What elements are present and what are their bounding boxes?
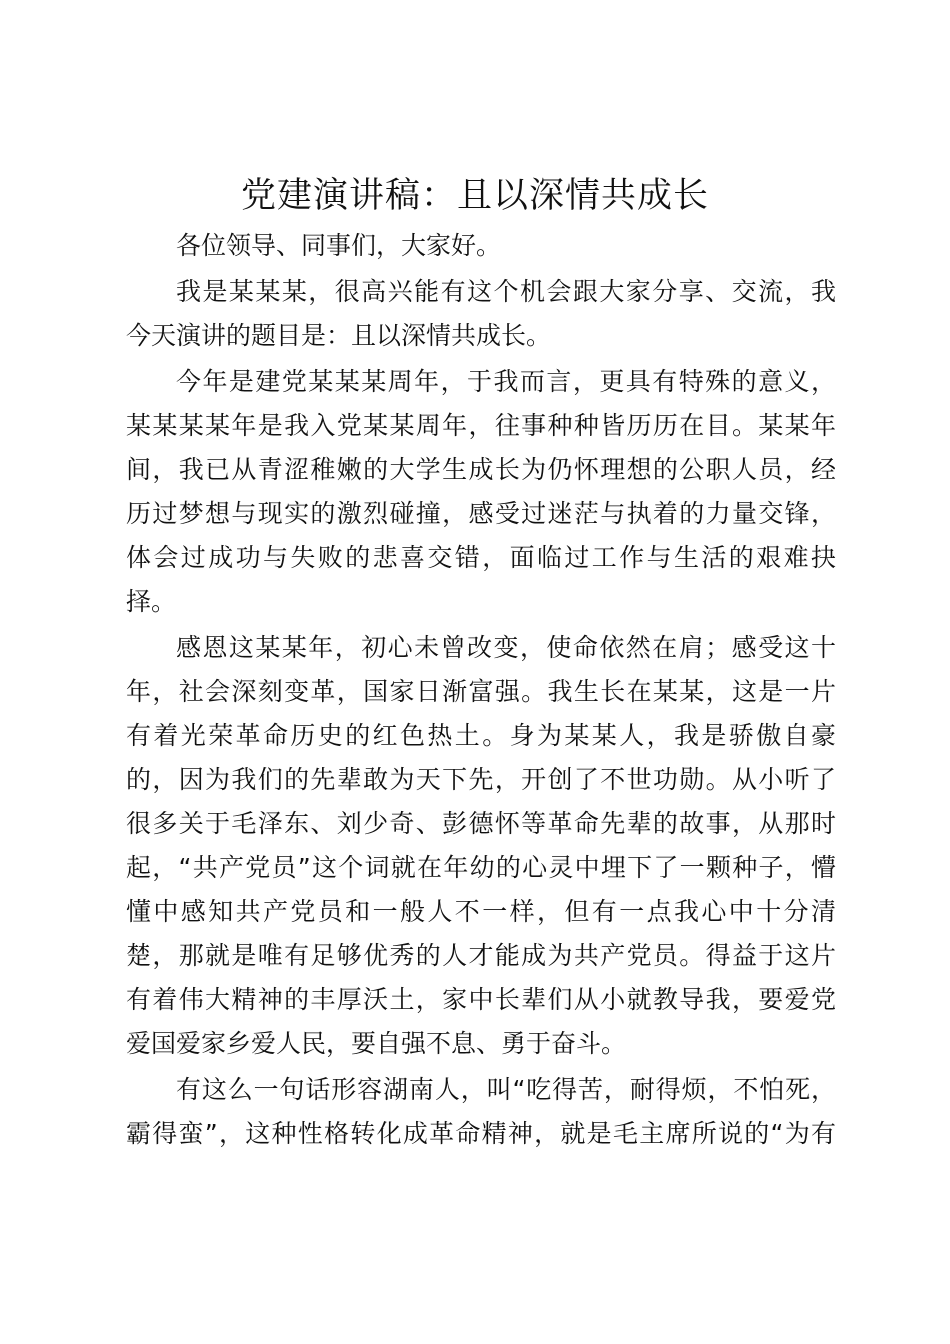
text-line: 间，我已从青涩稚嫩的大学生成长为仍怀理想的公职人员，经 xyxy=(126,455,836,484)
text-line: 霸得蛮”，这种性格转化成革命精神，就是毛主席所说的“为有 xyxy=(126,1119,836,1148)
text-line: 历过梦想与现实的激烈碰撞，感受过迷茫与执着的力量交锋， xyxy=(126,499,836,528)
paragraph-introduction xyxy=(126,270,836,358)
paragraph-gratitude xyxy=(126,626,836,1066)
document-body xyxy=(126,224,836,1158)
text-line: 感恩这某某年，初心未曾改变，使命依然在肩；感受这十 xyxy=(176,633,836,662)
text-line: 有着伟大精神的丰厚沃土，家中长辈们从小就教导我，要爱党 xyxy=(126,985,836,1014)
paragraph-anniversary xyxy=(126,360,836,624)
paragraph-greeting xyxy=(126,224,836,268)
text-line: 的，因为我们的先辈敢为天下先，开创了不世功勋。从小听了 xyxy=(126,765,836,794)
text-line: 各位领导、同事们，大家好。 xyxy=(176,231,502,260)
text-line: 体会过成功与失败的悲喜交错，面临过工作与生活的艰难抉 xyxy=(126,543,836,572)
text-line: 懂中感知共产党员和一般人不一样，但有一点我心中十分清 xyxy=(126,897,836,926)
text-line: 很多关于毛泽东、刘少奇、彭德怀等革命先辈的故事，从那时 xyxy=(126,809,836,838)
text-line: 起，“共产党员”这个词就在年幼的心灵中埋下了一颗种子，懵 xyxy=(126,853,836,882)
text-line: 某某某某年是我入党某某周年，往事种种皆历历在目。某某年 xyxy=(126,411,836,440)
text-line: 择。 xyxy=(126,587,177,616)
document-title: 党建演讲稿：且以深情共成长 xyxy=(240,176,709,216)
text-line: 今年是建党某某某周年，于我而言，更具有特殊的意义， xyxy=(176,367,836,396)
text-line: 有这么一句话形容湖南人，叫“吃得苦，耐得烦，不怕死， xyxy=(176,1075,836,1104)
paragraph-hunan-spirit xyxy=(126,1068,836,1156)
text-line: 今天演讲的题目是：且以深情共成长。 xyxy=(126,321,552,350)
text-line: 有着光荣革命历史的红色热土。身为某某人，我是骄傲自豪 xyxy=(126,721,836,750)
text-line: 楚，那就是唯有足够优秀的人才能成为共产党员。得益于这片 xyxy=(126,941,836,970)
text-line: 我是某某某，很高兴能有这个机会跟大家分享、交流，我 xyxy=(176,277,836,306)
text-line: 年，社会深刻变革，国家日渐富强。我生长在某某，这是一片 xyxy=(126,677,836,706)
text-line: 爱国爱家乡爱人民，要自强不息、勇于奋斗。 xyxy=(126,1029,627,1058)
